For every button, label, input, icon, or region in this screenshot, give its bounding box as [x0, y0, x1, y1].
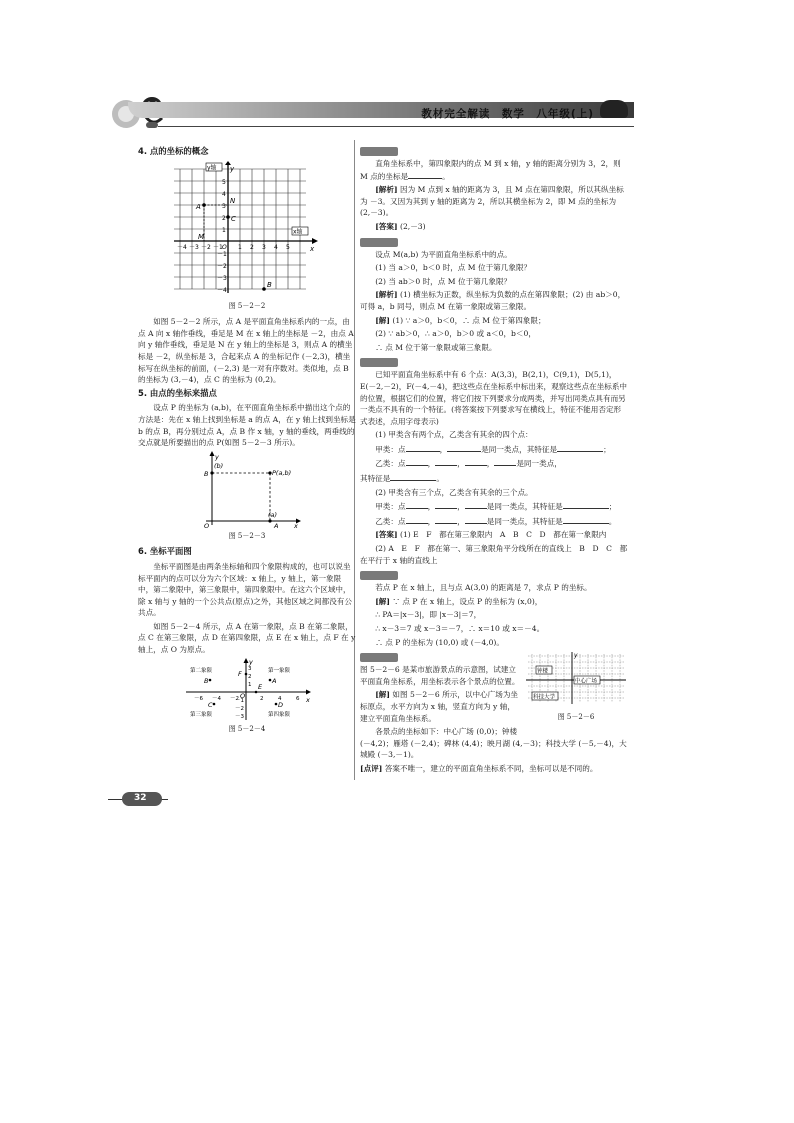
svg-text:B: B [204, 469, 209, 478]
solution-line: ∴ 点 P 的坐标为 (10,0) 或 (－4,0)。 [375, 637, 504, 647]
book-title: 教材完全解读 数学 八年级(上) [421, 108, 594, 120]
svg-text:x: x [306, 695, 310, 704]
example-question: 设点 M(a,b) 为平面直角坐标系中的点。 [375, 249, 512, 259]
svg-text:3: 3 [222, 202, 226, 210]
svg-text:－4: －4 [177, 243, 187, 251]
figure-caption: 图 5－2－4 [228, 724, 266, 733]
svg-text:y: y [249, 657, 253, 666]
example-tag [360, 238, 398, 247]
x-axis-tag: x轴 [293, 228, 303, 236]
svg-text:第四象限: 第四象限 [268, 711, 291, 718]
svg-text:5: 5 [222, 178, 226, 186]
svg-text:x: x [294, 521, 298, 529]
svg-text:A: A [272, 676, 277, 685]
svg-text:第二象限: 第二象限 [190, 667, 213, 674]
sub-question: (1) 甲类含有两个点，乙类含有其余的四个点： [375, 430, 533, 440]
svg-text:O: O [204, 521, 210, 529]
svg-text:4: 4 [274, 243, 278, 251]
figure-caption: 图 5－2－6 [557, 712, 595, 721]
svg-text:－3: －3 [217, 274, 227, 282]
svg-text:－2: －2 [230, 695, 239, 702]
example-question: 图 5－2－6 是某市旅游景点的示意图，试建立平面直角坐标系，用坐标表示各个景点的位置。 [360, 665, 520, 686]
sub-question: (1) 当 a＞0，b＜0 时，点 M 位于第几象限？ [375, 263, 532, 273]
svg-text:O: O [222, 243, 227, 251]
example-tag [360, 653, 398, 662]
answer: [答案] (1) E F 都在第三象限内 A B C D 都在第一象限内 [375, 530, 607, 540]
svg-text:－6: －6 [194, 695, 203, 702]
paragraph: 如图 5－2－4 所示，点 A 在第一象限，点 B 在第二象限，点 C 在第三象限，点 D 在第四象限，点 E 在 x 轴上，点 F 在 y 轴上，点 O 为原点。 [138, 621, 356, 655]
example-tag [360, 571, 398, 580]
svg-text:P(a,b): P(a,b) [272, 468, 292, 477]
point-b-label: B [267, 280, 272, 289]
solution-line: (2) ∵ ab＞0，∴ a＞0，b＞0 或 a＜0，b＜0， [375, 329, 536, 339]
answer-line: (2) A E F 都在第一、第三象限角平分线所在的直线上 B D C 都在平行于 x 轴的直线上 [360, 544, 628, 565]
svg-text:F: F [238, 669, 242, 678]
solution-line: ∴ x－3＝7 或 x－3＝－7，∴ x＝10 或 x＝－4。 [375, 624, 545, 633]
svg-text:－4: －4 [217, 286, 227, 294]
svg-text:2: 2 [222, 214, 226, 222]
fill-line: 甲类：点 ， 是同一类点，其特征是 ； [375, 444, 611, 454]
svg-text:钟楼: 钟楼 [537, 668, 549, 675]
svg-text:A: A [274, 521, 279, 529]
svg-text:－1: －1 [213, 243, 223, 251]
answer: [答案] (2,－3) [375, 221, 426, 231]
sub-question: (2) 当 ab＞0 时，点 M 位于第几象限？ [375, 276, 512, 286]
point-c-label: C [231, 214, 236, 223]
svg-text:1: 1 [248, 681, 252, 688]
example-question: 若点 P 在 x 轴上，且与点 A(3,0) 的距离是 7，求点 P 的坐标。 [375, 583, 592, 593]
fill-line: 乙类：点 ， ， ， 是同一类点， [375, 459, 562, 469]
right-column [360, 144, 628, 777]
svg-text:－1: －1 [217, 250, 227, 258]
figure-5-2-3 [192, 451, 302, 529]
example-question: 已知平面直角坐标系中有 6 个点：A(3,3)，B(2,1)，C(9,1)，D(5,1)，E(－2,－2)，F(－4,－4)，把这些点在坐标系中标出来，观察这些点在坐标系中的位置，根据它们的位置，将它们按下列要求分成两类，并写出同类点具有而另一类点不具有的一个特征。(将答案按下列要求写在横线上，特征不能用否定形式表述，点用字母表示) [360, 370, 628, 426]
svg-text:3: 3 [248, 665, 252, 672]
svg-text:2: 2 [248, 673, 252, 680]
solution-line: ∴ PA＝|x－3|，即 |x－3|＝7， [375, 610, 482, 620]
svg-text:4: 4 [278, 695, 282, 702]
point-n-label: N [230, 196, 236, 205]
left-column [138, 144, 356, 739]
svg-text:中心广场: 中心广场 [575, 678, 598, 685]
solution-line: 各景点的坐标如下：中心广场 (0,0)；钟楼 (－4,2)；雁塔 (－2,4)；碑林 (4,4)；映月湖 (4,－3)；科技大学 (－5,－4)，大城殿 (－3,－1)。 [360, 727, 627, 760]
page [108, 88, 634, 808]
figure-caption: 图 5－2－3 [228, 531, 266, 540]
svg-text:第三象限: 第三象限 [190, 711, 213, 718]
page-header [108, 88, 634, 132]
svg-text:3: 3 [262, 243, 266, 251]
answer-blank [408, 170, 442, 179]
svg-text:1: 1 [238, 243, 242, 251]
analysis: [解析] 因为 M 点到 x 轴的距离为 3，且 M 点在第四象限，所以其纵坐标为 －3。又因为其到 y 轴的距离为 2，所以其横坐标为 2，即 M 点的坐标为 (2,－3)。 [360, 185, 624, 218]
figure-caption: 图 5－2－2 [228, 301, 266, 310]
point-a-label: A [196, 202, 201, 211]
fill-line: 甲类：点 ， ， 是同一类点，其特征是 ； [375, 502, 617, 512]
svg-text:D: D [278, 700, 284, 709]
svg-text:2: 2 [250, 243, 254, 251]
example-question: 直角坐标系中，第四象限内的点 M 到 x 轴，y 轴的距离分别为 3，2，则 M 点的坐标是 。 [360, 159, 621, 181]
point-m-label: M [198, 232, 205, 241]
svg-text:－4: －4 [212, 695, 221, 702]
svg-text:－2: －2 [217, 262, 227, 270]
solution-line: ∴ 点 M 位于第一象限或第三象限。 [375, 342, 497, 352]
figure-5-2-4 [182, 658, 312, 722]
svg-text:E: E [258, 682, 263, 691]
svg-text:5: 5 [286, 243, 290, 251]
paragraph: 坐标平面图是由两条坐标轴和四个象限构成的，也可以说坐标平面内的点可以分为六个区域：x 轴上，y 轴上，第一象限中，第二象限中，第三象限中，第四象限中。在这六个区域中，除 x 轴与 y 轴的一个公共点(原点)之外，其他区域之间都没有公共点。 [138, 561, 352, 618]
fill-line: 乙类：点 ， ， 是同一类点，其特征是 。 [375, 516, 617, 526]
solution: [解] 如图 5－2－6 所示，以中心广场为坐标原点，水平方向为 x 轴，竖直方向为 y 轴，建立平面直角坐标系。 [360, 690, 519, 723]
svg-text:1: 1 [222, 226, 226, 234]
page-number: 32 [134, 793, 147, 803]
svg-text:第一象限: 第一象限 [268, 667, 291, 674]
paragraph: 如图 5－2－2 所示，点 A 是平面直角坐标系内的一点，由点 A 向 x 轴作垂线，垂足是 M 在 x 轴上的坐标是 －2，由点 A 向 y 轴作垂线，垂足是 N 在 y 轴上的坐标是 3，则点 A 的横坐标是 －2，纵坐标是 3，合起来点 A 的坐标记作 (－2,3)，横坐标写在纵坐标的前面，(－2,3) 是一对有序数对。类似地，点 B 的坐标为 (3,－4)，点 C 的坐标为 (0,2)。 [138, 317, 354, 385]
svg-text:－1: －1 [235, 697, 244, 704]
svg-text:(a): (a) [268, 510, 278, 519]
svg-text:2: 2 [260, 695, 264, 702]
svg-text:－2: －2 [235, 705, 244, 712]
solution: [解] (1) ∵ a＞0，b＜0，∴ 点 M 位于第四象限； [375, 315, 546, 325]
svg-text:C: C [208, 700, 213, 709]
solution: [解] ∵ 点 P 在 x 轴上，设点 P 的坐标为 (x,0)， [375, 596, 543, 606]
svg-text:B: B [204, 676, 209, 685]
svg-text:－2: －2 [201, 243, 211, 251]
y-axis-tag: y轴 [207, 164, 217, 172]
logo-icon [600, 100, 628, 118]
svg-text:O: O [240, 691, 246, 700]
svg-text:y: y [230, 164, 235, 173]
svg-text:－3: －3 [189, 243, 199, 251]
section-title: 5. 由点的坐标来描点 [138, 387, 217, 398]
svg-text:(b): (b) [214, 461, 224, 470]
example-tag [360, 147, 398, 156]
svg-text:y: y [215, 452, 219, 461]
figure-5-2-6 [524, 650, 628, 727]
section-title: 6. 坐标平面图 [138, 546, 192, 557]
analysis: [解析] (1) 横坐标为正数，纵坐标为负数的点在第四象限；(2) 由 ab＞0，可得 a，b 同号，则点 M 在第一象限或第三象限。 [360, 290, 626, 311]
fill-line: 其特征是 。 [360, 474, 444, 484]
tourist-map-grid [524, 650, 628, 706]
figure-5-2-2 [172, 161, 322, 299]
section-title: 4. 点的坐标的概念 [138, 146, 209, 156]
sub-question: (2) 甲类含有三个点，乙类含有其余的三个点。 [375, 487, 533, 497]
svg-text:4: 4 [222, 190, 226, 198]
paragraph: 设点 P 的坐标为 (a,b)，在平面直角坐标系中描出这个点的方法是：先在 x 轴上找到坐标是 a 的点 A，在 y 轴上找到坐标是 b 的点 B，再分别过点 A，点 B 作 x 轴，y 轴的垂线，两垂线的交点就是所要描出的点 P(如图 5－2－3 所示)。 [138, 403, 356, 448]
svg-text:6: 6 [296, 695, 300, 702]
svg-text:－3: －3 [235, 713, 244, 720]
svg-text:y: y [574, 652, 578, 660]
svg-text:x: x [310, 244, 315, 253]
page-number-badge [108, 790, 172, 808]
header-rule [158, 126, 634, 127]
example-tag [360, 358, 398, 367]
svg-text:科技大学: 科技大学 [533, 694, 556, 701]
comment: [点评] 答案不唯一，建立的平面直角坐标系不同，坐标可以是不同的。 [360, 763, 598, 773]
